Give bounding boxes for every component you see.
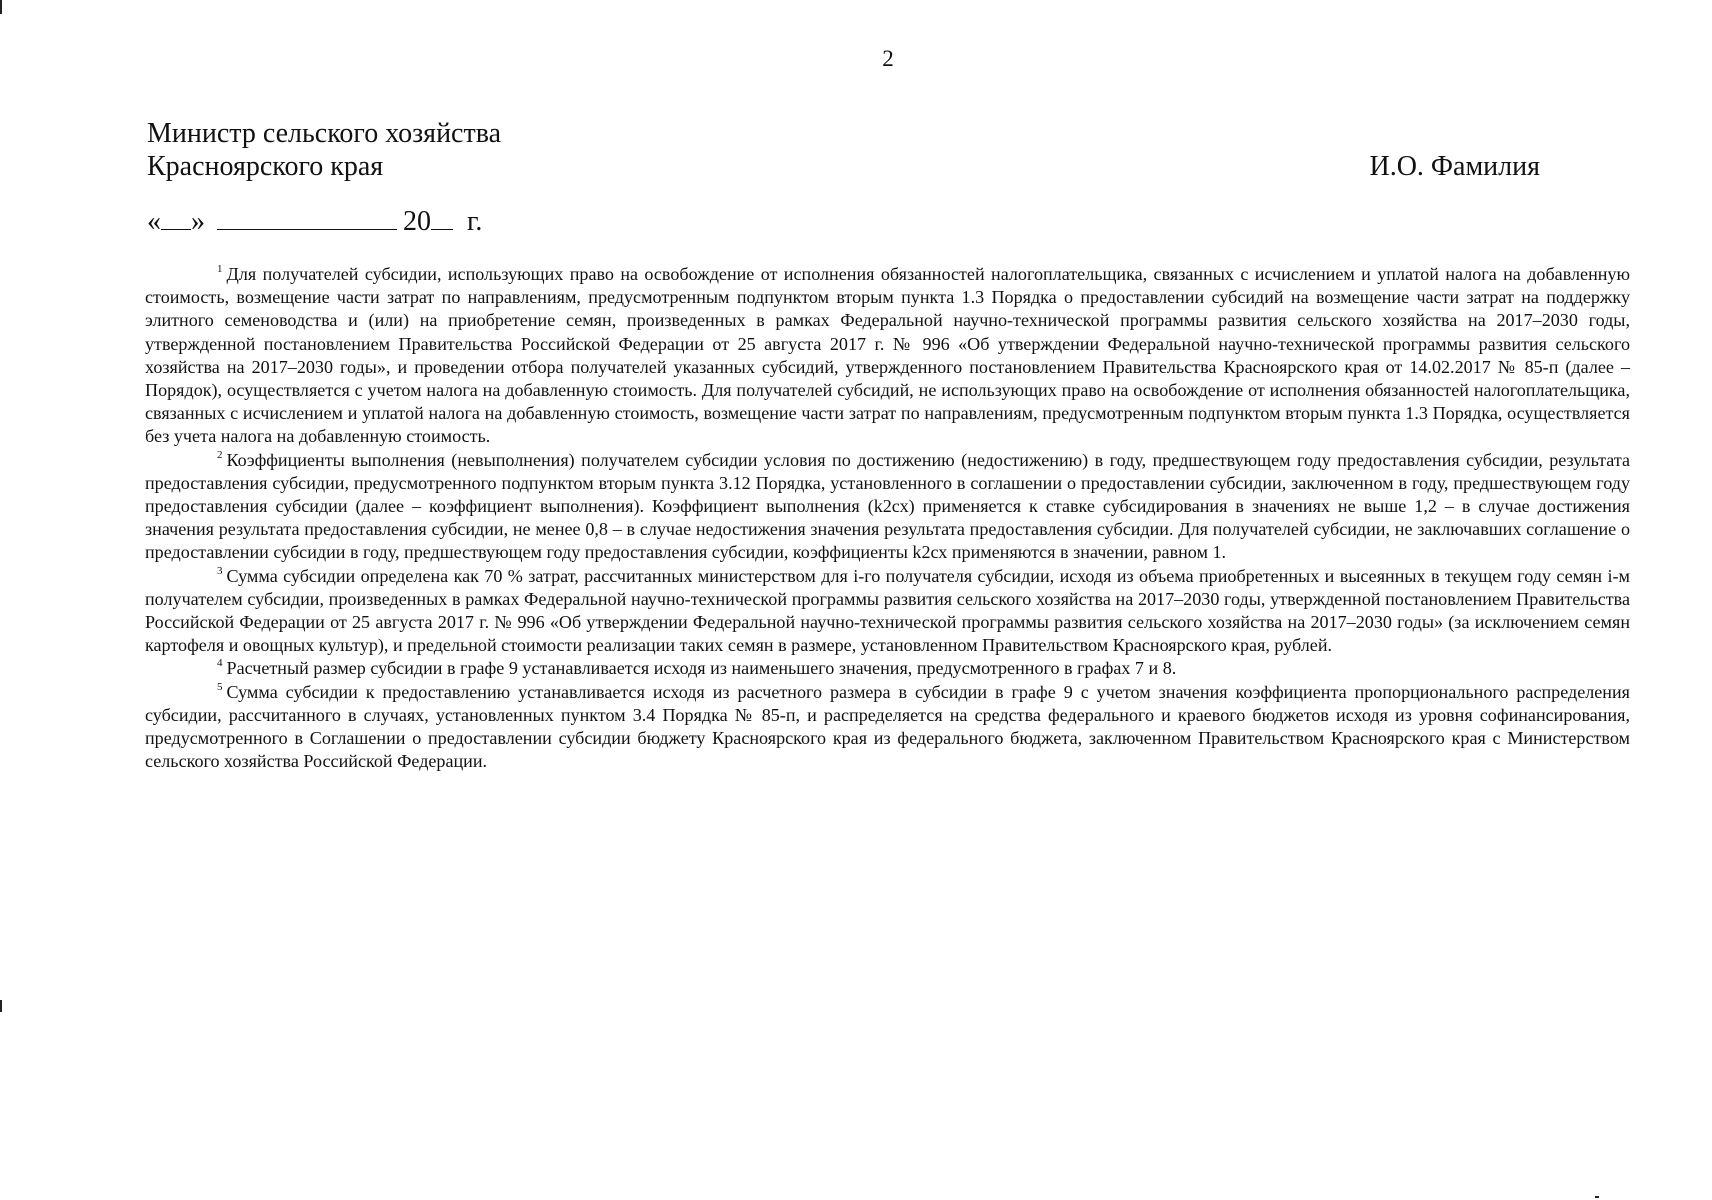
day-blank — [161, 207, 191, 230]
footnote-text: Коэффициенты выполнения (невыполнения) получателем субсидии условия по достижению (недостижению) в году, предшествующем году предоставления субсидии, результата предоставления субсидии, предусмотренного подпунктом вторым пункта 3.12 Порядка, установленного в соглашении о предоставлении субсидии, заключенном в году, предшествующем году предоставления субсидии (далее – коэффициент выполнения). Коэффициент выполнения (k2сх) применяется к ставке субсидирования в значениях не выше 1,2 – в случае достижения значения результата предоставления субсидии, не менее 0,8 – в случае недостижения значения результата предоставления субсидии. Для получателей субсидии, не заключавших соглашение о предоставлении субсидии в году, предшествующем году предоставления субсидии, коэффициенты k2сх применяются в значении, равном 1. — [145, 449, 1630, 563]
footnote-mark: 3 — [217, 564, 223, 577]
quote-close: » — [191, 206, 205, 237]
scan-edge-mark — [0, 0, 2, 14]
signature-line — [147, 150, 1540, 183]
footnote-5 — [145, 681, 1630, 774]
scan-edge-mark — [0, 1000, 2, 1012]
footnote-mark: 4 — [217, 657, 223, 670]
footnote-mark: 5 — [217, 680, 223, 693]
footnote-1 — [145, 263, 1630, 449]
footnote-text: Сумма субсидии к предоставлению устанавливается исходя из расчетного размера в субсидии в графе 9 с учетом значения коэффициента пропорционального распределения субсидии, рассчитанного в случаях, установленных пунктом 3.4 Порядка № 85-п, и распределяется на средства федерального и краевого бюджетов исходя из уровня софинансирования, предусмотренного в Соглашении о предоставлении субсидии бюджету Красноярского края из федерального бюджета, заключенном Правительством Красноярского края с Министерством сельского хозяйства Российской Федерации. — [145, 681, 1630, 772]
year-blank — [431, 207, 453, 230]
scan-edge-mark — [1595, 1196, 1599, 1198]
date-line — [147, 205, 482, 239]
signatory-title-line-1: Министр сельского хозяйства — [147, 118, 501, 149]
signatory-title-line-2: Красноярского края — [147, 151, 384, 182]
footnote-text: Сумма субсидии определена как 70 % затрат, рассчитанных министерством для i-го получателя субсидии, исходя из объема приобретенных и высеянных в текущем году семян i-м получателем субсидии, произведенных в рамках Федеральной научно-технической программы развития сельского хозяйства на 2017–2030 годы, утвержденной постановлением Правительства Российской Федерации от 25 августа 2017 г. № 996 «Об утверждении Федеральной научно-технической программы развития сельского хозяйства на 2017–2030 годы» (за исключением семян картофеля и овощных культур), и предельной стоимости реализации таких семян в размере, установленном Правительством Красноярского края, рублей. — [145, 565, 1630, 656]
page-number: 2 — [882, 46, 894, 71]
quote-open: « — [147, 206, 161, 237]
signature-block — [147, 117, 1540, 183]
footnote-mark: 2 — [217, 448, 223, 461]
year-prefix: 20 — [403, 206, 431, 237]
footnote-2 — [145, 449, 1630, 565]
footnote-mark: 1 — [217, 263, 223, 275]
footnote-4 — [145, 657, 1630, 680]
footnote-text: Для получателей субсидии, использующих право на освобождение от исполнения обязанностей налогоплательщика, связанных с исчислением и уплатой налога на добавленную стоимость, возмещение части затрат по направлениям, предусмотренным подпунктом вторым пункта 1.3 Порядка о предоставлении субсидий на возмещение части затрат на поддержку элитного семеноводства и (или) на приобретение семян, произведенных в рамках Федеральной научно-технической программы развития сельского хозяйства на 2017–2030 годы, утвержденной постановлением Правительства Российской Федерации от 25 августа 2017 г. № 996 «Об утверждении Федеральной научно-технической программы развития сельского хозяйства на 2017–2030 годы», и проведении отбора получателей указанных субсидий, утвержденного постановлением Правительства Красноярского края от 14.02.2017 № 85-п (далее – Порядок), осуществляется с учетом налога на добавленную стоимость. Для получателей субсидий, не использующих право на освобождение от исполнения обязанностей налогоплательщика, связанных с исчислением и уплатой налога на добавленную стоимость, возмещение части затрат по направлениям, предусмотренным подпунктом вторым пункта 1.3 Порядка, осуществляется без учета налога на добавленную стоимость. — [145, 264, 1630, 447]
footnote-3 — [145, 565, 1630, 658]
signatory-name: И.О. Фамилия — [1369, 151, 1540, 182]
footnotes — [145, 263, 1630, 773]
year-suffix: г. — [467, 206, 483, 237]
month-blank — [217, 207, 397, 230]
footnote-text: Расчетный размер субсидии в графе 9 устанавливается исходя из наименьшего значения, предусмотренного в графах 7 и 8. — [226, 658, 1177, 679]
